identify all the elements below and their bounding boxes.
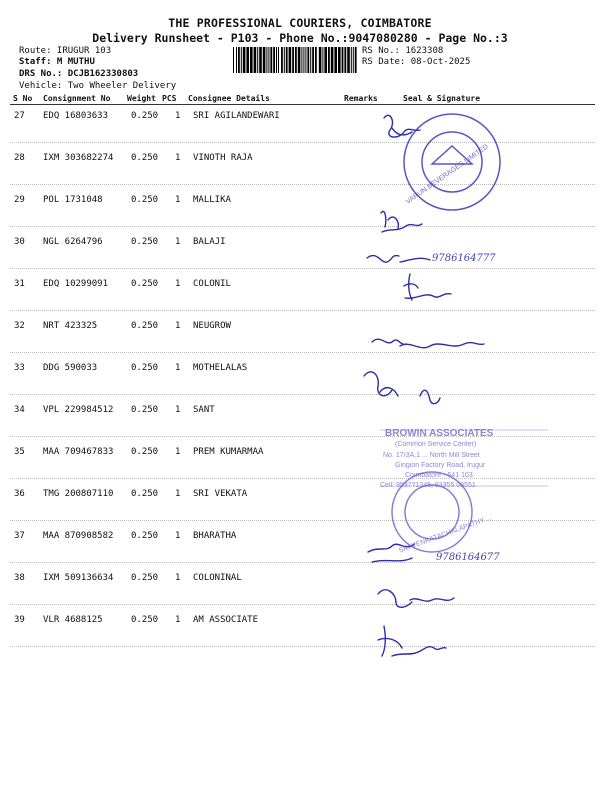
- consignee-cell: NEUGROW: [193, 321, 231, 331]
- consignee-cell: BHARATHA: [193, 531, 237, 541]
- weight-cell: 0.250: [131, 363, 159, 373]
- consignment-cell: EDQ 16803633: [43, 111, 109, 121]
- weight-cell: 0.250: [131, 615, 159, 625]
- sno-cell: 33: [14, 363, 25, 373]
- consignment-cell: MAA 709467833: [43, 447, 114, 457]
- weight-cell: 0.250: [131, 405, 159, 415]
- col-header-consignee: Consignee Details: [188, 94, 270, 103]
- col-header-consignment: Consignment No: [43, 94, 111, 103]
- round-seal-text: SRI VENKATACHALAPATHY ...: [398, 514, 493, 555]
- consignee-cell: SRI AGILANDEWARI: [193, 111, 280, 121]
- consignment-cell: TMG 200807110: [43, 489, 114, 499]
- pcs-cell: 1: [175, 447, 181, 457]
- weight-cell: 0.250: [131, 237, 159, 247]
- weight-cell: 0.250: [131, 111, 159, 121]
- weight-cell: 0.250: [131, 321, 159, 331]
- col-header-pcs: PCS: [162, 94, 177, 103]
- pcs-cell: 1: [175, 405, 181, 415]
- weight-cell: 0.250: [131, 279, 159, 289]
- weight-cell: 0.250: [131, 573, 159, 583]
- consignment-cell: POL 1731048: [43, 195, 103, 205]
- col-header-seal: Seal & Signature: [403, 94, 481, 103]
- signature-31: [404, 274, 451, 300]
- signature-29: [381, 211, 422, 232]
- browin-stamp-cell: Cell: 9597?1345, 93355 09551: [380, 482, 476, 489]
- weight-cell: 0.250: [131, 447, 159, 457]
- consignee-cell: MALLIKA: [193, 195, 231, 205]
- consignee-cell: PREM KUMARMAA: [193, 447, 264, 457]
- weight-cell: 0.250: [131, 489, 159, 499]
- sno-cell: 30: [14, 237, 25, 247]
- weight-cell: 0.250: [131, 153, 159, 163]
- sno-cell: 37: [14, 531, 25, 541]
- pcs-cell: 1: [175, 531, 181, 541]
- consignee-cell: MOTHELALAS: [193, 363, 248, 373]
- sno-cell: 38: [14, 573, 25, 583]
- sno-cell: 34: [14, 405, 25, 415]
- consignee-cell: COLONINAL: [193, 573, 242, 583]
- pcs-cell: 1: [175, 489, 181, 499]
- col-header-remarks: Remarks: [344, 94, 378, 103]
- weight-cell: 0.250: [131, 531, 159, 541]
- sno-cell: 29: [14, 195, 25, 205]
- sno-cell: 36: [14, 489, 25, 499]
- pcs-cell: 1: [175, 195, 181, 205]
- pcs-cell: 1: [175, 321, 181, 331]
- signature-27: [384, 115, 420, 137]
- consignment-cell: NRT 423325: [43, 321, 98, 331]
- consignee-cell: AM ASSOCIATE: [193, 615, 259, 625]
- pcs-cell: 1: [175, 573, 181, 583]
- col-header-weight: Weight: [127, 94, 156, 103]
- browin-stamp-sub: (Common Service Center): [395, 441, 477, 448]
- consignee-cell: VINOTH RAJA: [193, 153, 253, 163]
- consignment-cell: VLR 4688125: [43, 615, 103, 625]
- pcs-cell: 1: [175, 279, 181, 289]
- pcs-cell: 1: [175, 111, 181, 121]
- sno-cell: 35: [14, 447, 25, 457]
- signature-38: [378, 590, 454, 607]
- col-header-sno: S No: [13, 94, 33, 103]
- weight-cell: 0.250: [131, 195, 159, 205]
- signature-30: [367, 256, 430, 263]
- consignment-cell: VPL 229984512: [43, 405, 114, 415]
- consignee-cell: SRI VEKATA: [193, 489, 248, 499]
- drs-label: DRS No.: DCJB162330803: [19, 69, 139, 79]
- handwritten-phone-2: 9786164677: [436, 552, 500, 563]
- consignment-cell: IXM 509136634: [43, 573, 114, 583]
- sno-cell: 32: [14, 321, 25, 331]
- pcs-cell: 1: [175, 237, 181, 247]
- consignment-cell: DDG 590033: [43, 363, 98, 373]
- pcs-cell: 1: [175, 363, 181, 373]
- browin-stamp-name: BROWIN ASSOCIATES: [385, 428, 494, 439]
- route-label: Route: IRUGUR 103: [19, 46, 112, 56]
- handwritten-phone-1: 9786164777: [432, 253, 496, 264]
- runsheet-title: Delivery Runsheet - P103 - Phone No.:9047080280 - Page No.:3: [92, 31, 508, 45]
- rs-date: RS Date: 08-Oct-2025: [362, 57, 471, 67]
- varun-stamp-text: VARUN BEVERAGES LIMITED: [405, 143, 490, 206]
- consignment-cell: MAA 870908582: [43, 531, 114, 541]
- pcs-cell: 1: [175, 153, 181, 163]
- sno-cell: 27: [14, 111, 25, 121]
- consignment-cell: IXM 303682274: [43, 153, 114, 163]
- sno-cell: 28: [14, 153, 25, 163]
- rs-number: RS No.: 1623308: [362, 46, 444, 56]
- sno-cell: 31: [14, 279, 25, 289]
- consignment-cell: NGL 6264796: [43, 237, 103, 247]
- company-title: THE PROFESSIONAL COURIERS, COIMBATORE: [168, 16, 432, 30]
- consignment-cell: EDQ 10299091: [43, 279, 109, 289]
- signature-33: [364, 372, 440, 404]
- browin-stamp-addr2: Gingion Factory Road, Irugur: [395, 462, 486, 469]
- vehicle-label: Vehicle: Two Wheeler Delivery: [19, 81, 177, 91]
- consignee-cell: COLONIL: [193, 279, 231, 289]
- signature-32: [372, 339, 484, 348]
- staff-label: Staff: M MUTHU: [19, 57, 95, 67]
- consignee-cell: BALAJI: [193, 237, 226, 247]
- signature-39: [378, 626, 446, 656]
- consignee-cell: SANT: [193, 405, 215, 415]
- sno-cell: 39: [14, 615, 25, 625]
- browin-stamp-addr3: Coimbatore - 641 103.: [405, 472, 475, 479]
- browin-stamp-addr1: No. 17/3A,1 ... North Mill Street: [383, 452, 480, 459]
- pcs-cell: 1: [175, 615, 181, 625]
